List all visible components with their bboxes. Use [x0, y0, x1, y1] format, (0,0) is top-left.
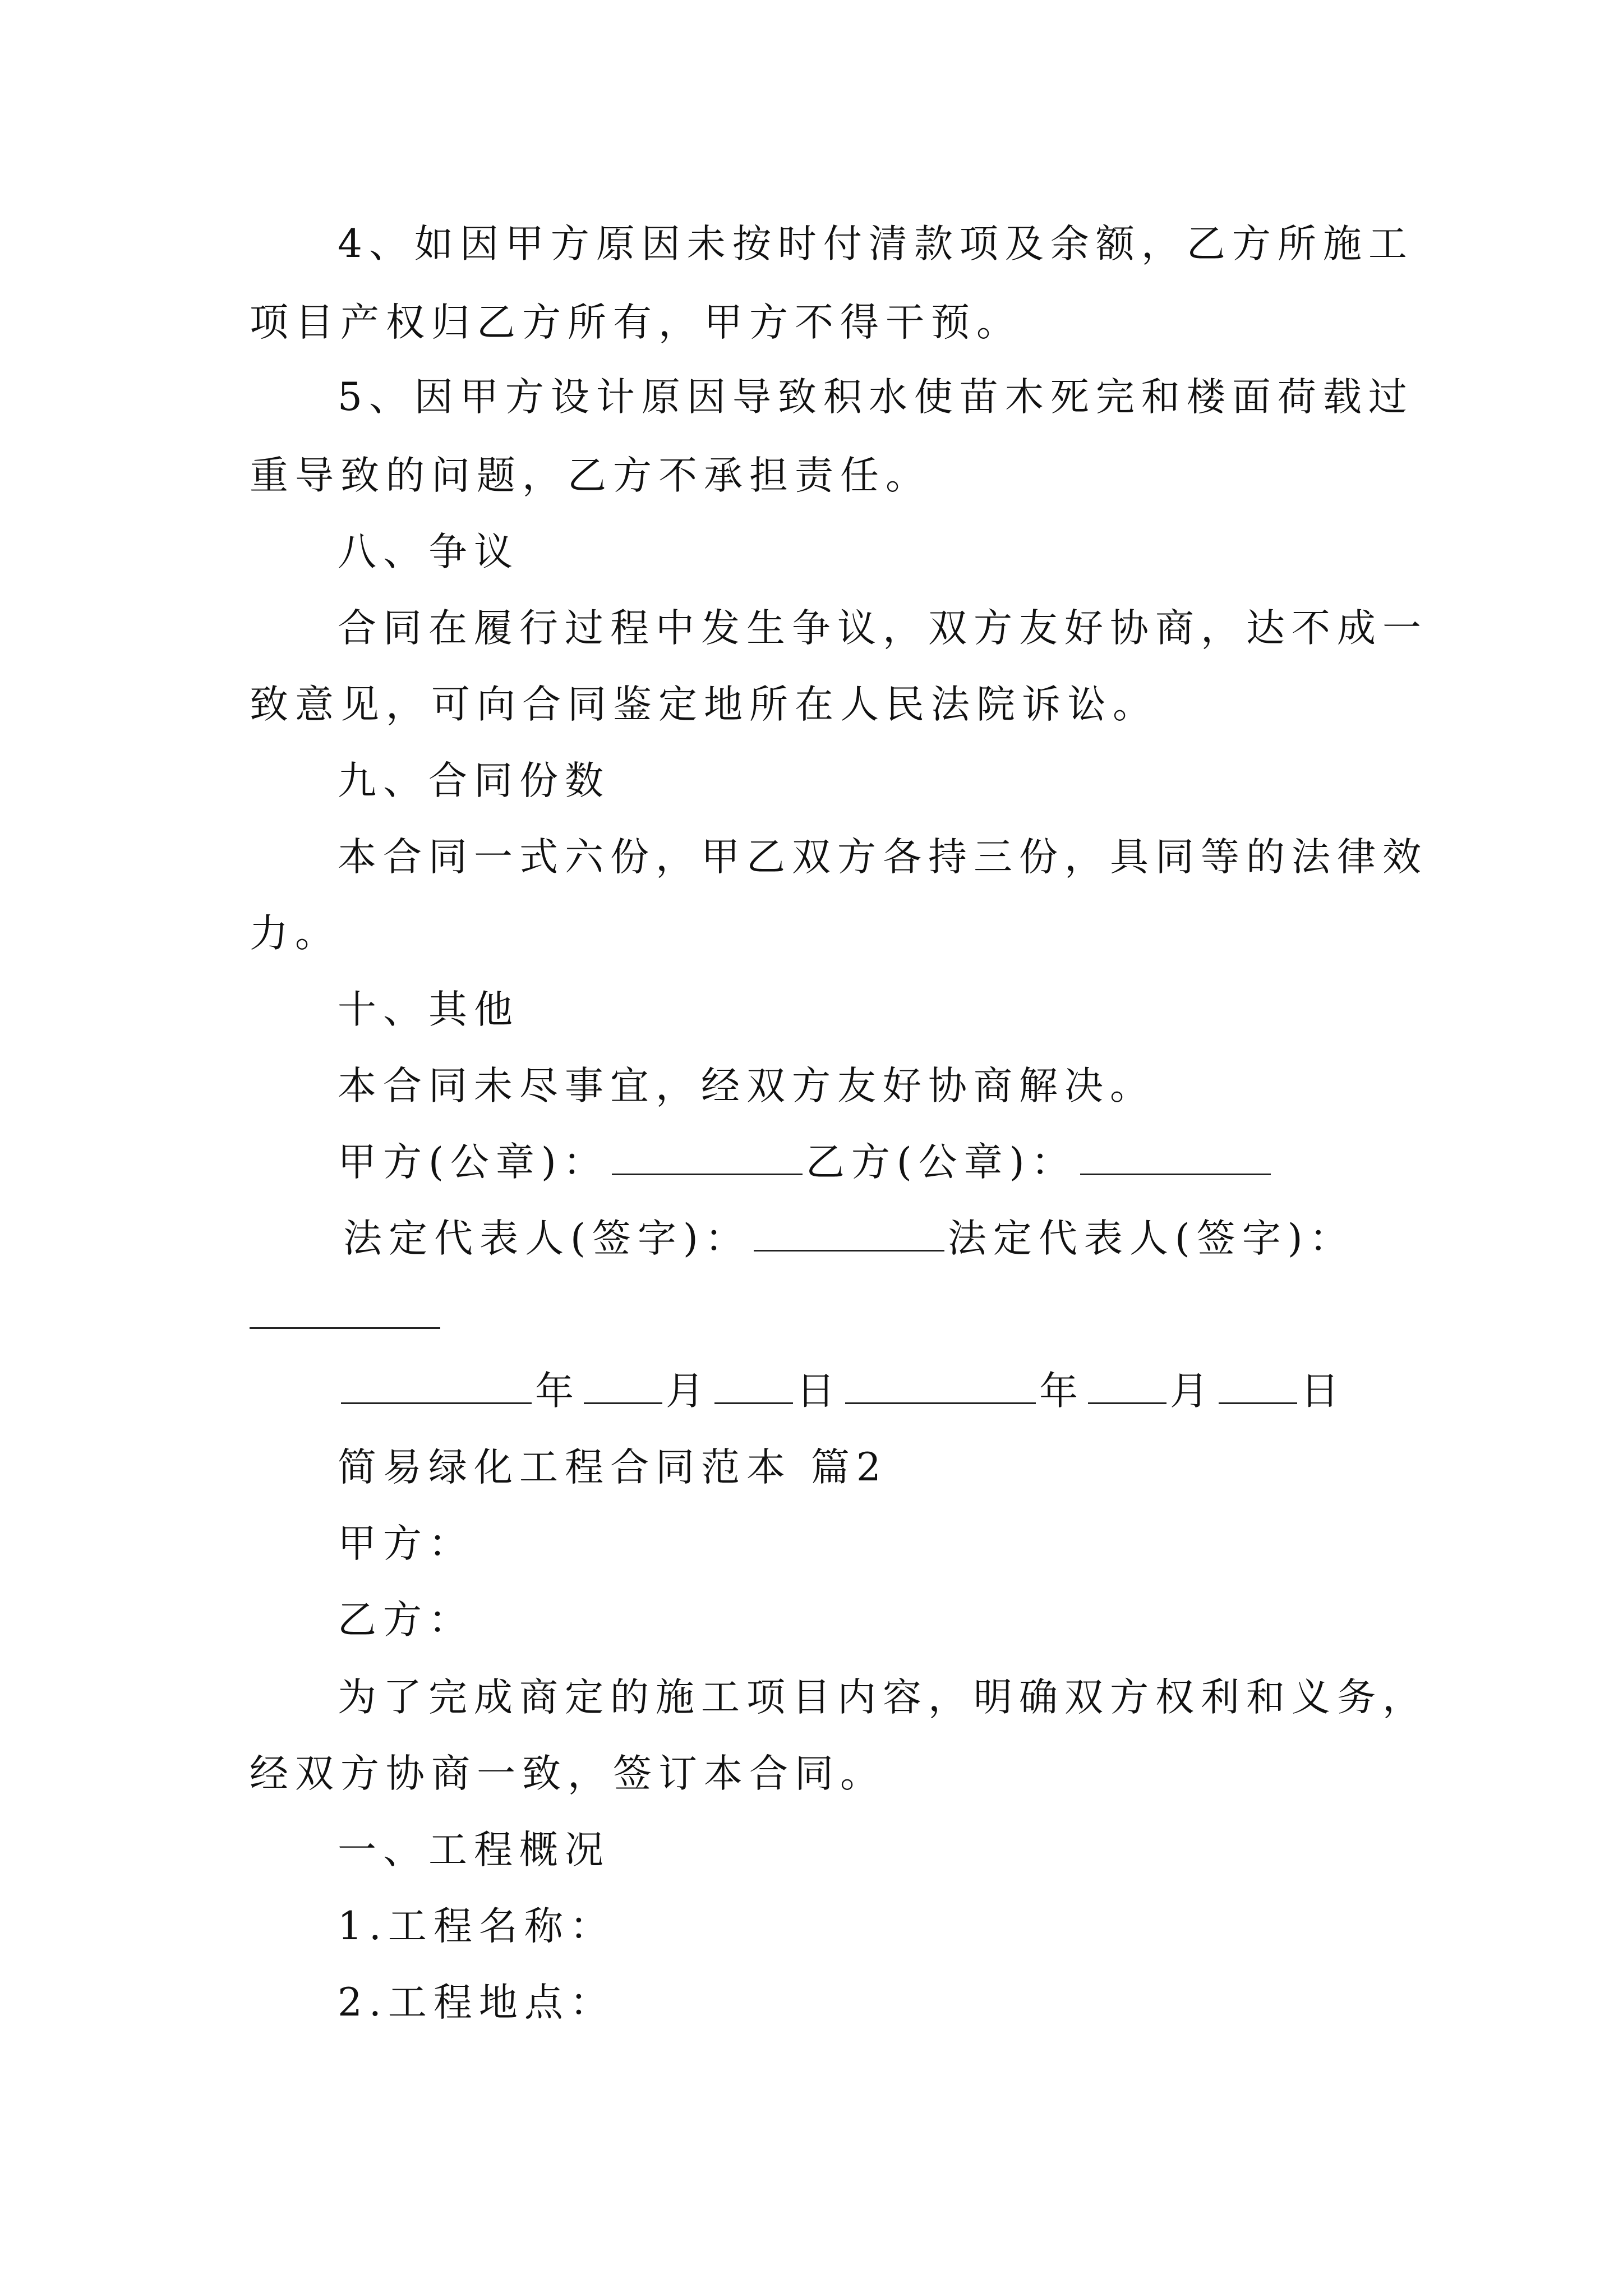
copies-text-line-1: 本合同一式六份，甲乙双方各持三份，具同等的法律效: [338, 835, 1428, 880]
paragraph-4-line-1: 4、如因甲方原因未按时付清款项及余额，乙方所施工: [338, 222, 1414, 266]
section-heading-copies: 九、合同份数: [338, 758, 610, 803]
section2-intro-line-1: 为了完成商定的施工项目内容，明确双方权利和义务，: [338, 1675, 1428, 1720]
representative-line: [343, 1199, 1355, 1278]
year-b-blank: [845, 1400, 1036, 1404]
party-b-seal-label: 乙方(公章)：: [805, 1140, 1077, 1185]
month-a-blank: [584, 1400, 662, 1404]
day-a-label: 日: [796, 1369, 842, 1414]
section-heading-other: 十、其他: [338, 987, 519, 1032]
month-b-label: 月: [1170, 1369, 1215, 1414]
rep-b-blank: [250, 1327, 440, 1329]
seal-line: [338, 1123, 1274, 1202]
section2-party-a: 甲方：: [338, 1521, 474, 1566]
rep-a-label: 法定代表人(签字)：: [343, 1216, 750, 1261]
section2-intro-line-2: 经双方协商一致，签订本合同。: [250, 1751, 886, 1796]
paragraph-4-line-2: 项目产权归乙方所有，甲方不得干预。: [250, 300, 1022, 345]
day-b-blank: [1219, 1400, 1297, 1404]
section-heading-dispute: 八、争议: [338, 530, 519, 574]
paragraph-5-line-1: 5、因甲方设计原因导致积水使苗木死完和楼面荷载过: [338, 375, 1414, 420]
rep-b-label: 法定代表人(签字)：: [947, 1216, 1355, 1261]
copies-text-line-2: 力。: [250, 911, 340, 956]
other-text: 本合同未尽事宜，经双方友好协商解决。: [338, 1064, 1155, 1108]
section2-item-project-location: 2.工程地点：: [338, 1980, 615, 2025]
dispute-text-line-1: 合同在履行过程中发生争议，双方友好协商，达不成一: [338, 606, 1428, 651]
section2-item-project-name: 1.工程名称：: [338, 1904, 615, 1949]
year-b-label: 年: [1039, 1369, 1085, 1414]
month-b-blank: [1088, 1400, 1166, 1404]
year-a-blank: [341, 1400, 532, 1404]
party-a-seal-blank: [612, 1171, 803, 1175]
month-a-label: 月: [666, 1369, 711, 1414]
date-line: [338, 1352, 1346, 1430]
party-b-seal-blank: [1080, 1171, 1271, 1175]
section2-heading-overview: 一、工程概况: [338, 1828, 610, 1872]
section2-title: 简易绿化工程合同范本 篇2: [338, 1445, 888, 1490]
dispute-text-line-2: 致意见，可向合同鉴定地所在人民法院诉讼。: [250, 682, 1158, 727]
party-a-seal-label: 甲方(公章)：: [338, 1140, 608, 1185]
day-b-label: 日: [1301, 1369, 1346, 1414]
section2-party-b: 乙方：: [338, 1598, 474, 1642]
paragraph-5-line-2: 重导致的问题，乙方不承担责任。: [250, 453, 931, 498]
year-a-label: 年: [535, 1369, 580, 1414]
rep-a-blank: [754, 1248, 944, 1251]
day-a-blank: [714, 1400, 793, 1404]
